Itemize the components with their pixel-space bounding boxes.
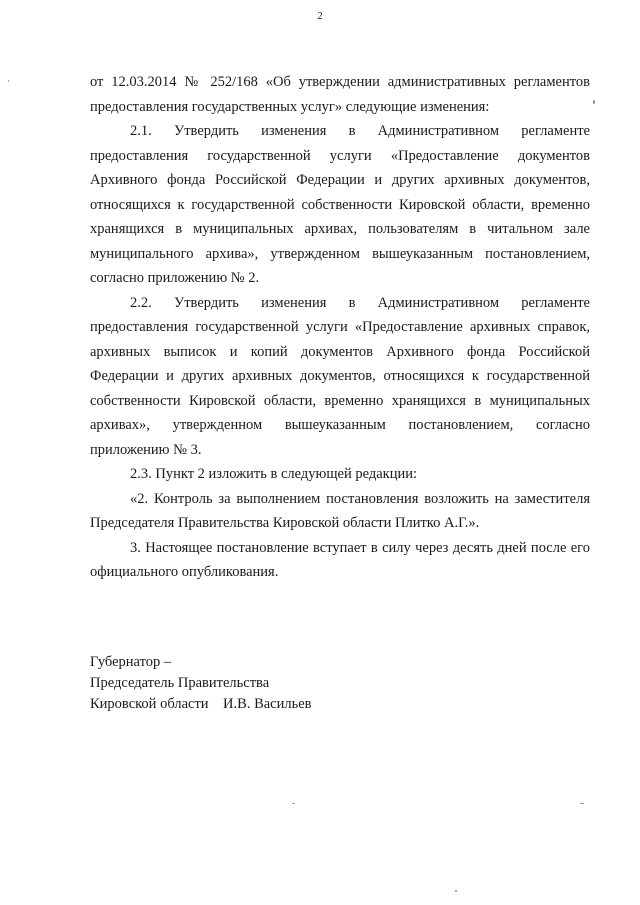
signature-org: Кировской области <box>90 696 209 712</box>
signature-org-line <box>90 694 312 715</box>
document-body <box>90 70 590 585</box>
clause-2-2: 2.2. Утвердить изменения в Административном регламенте предоставления государственной услуги «Предоставление архивных справок, архивных выписок и копий документов Архивного фонда Российской Федерации и других архивных документов, относящихся к государственной собственности Кировской области, временно хранящихся в муниципальных архивах», утвержденном вышеуказанным постановлением, согласно приложению № 3. <box>90 294 590 458</box>
clause-2-3: 2.3. Пункт 2 изложить в следующей редакции: <box>130 466 418 482</box>
scan-speck <box>455 890 457 892</box>
scan-speck <box>593 100 595 104</box>
signature-position: Председатель Правительства <box>90 675 270 691</box>
page-number: 2 <box>317 10 323 22</box>
intro-paragraph: от 12.03.2014 № 252/168 «Об утверждении административных регламентов предоставления государственных услуг» следующие изменения: <box>90 74 590 115</box>
scan-speck <box>292 803 295 804</box>
signature-block <box>90 652 312 715</box>
quoted-clause-2: «2. Контроль за выполнением постановления возложить на заместителя Председателя Правительства Кировской области Плитко А.Г.». <box>90 490 590 531</box>
signatory-name: И.В. Васильев <box>223 696 312 712</box>
signature-title: Губернатор – <box>90 654 172 670</box>
clause-3: 3. Настоящее постановление вступает в силу через десять дней после его официального опубликования. <box>90 539 590 580</box>
scan-speck <box>8 80 9 82</box>
scan-speck <box>580 803 584 804</box>
clause-2-1: 2.1. Утвердить изменения в Административном регламенте предоставления государственной услуги «Предоставление документов Архивного фонда Российской Федерации и других архивных документов, относящихся к государственной собственности Кировской области, временно хранящихся в муниципальных архивах, пользователям в читальном зале муниципального архива», утвержденном вышеуказанным постановлением, согласно приложению № 2. <box>90 123 590 286</box>
